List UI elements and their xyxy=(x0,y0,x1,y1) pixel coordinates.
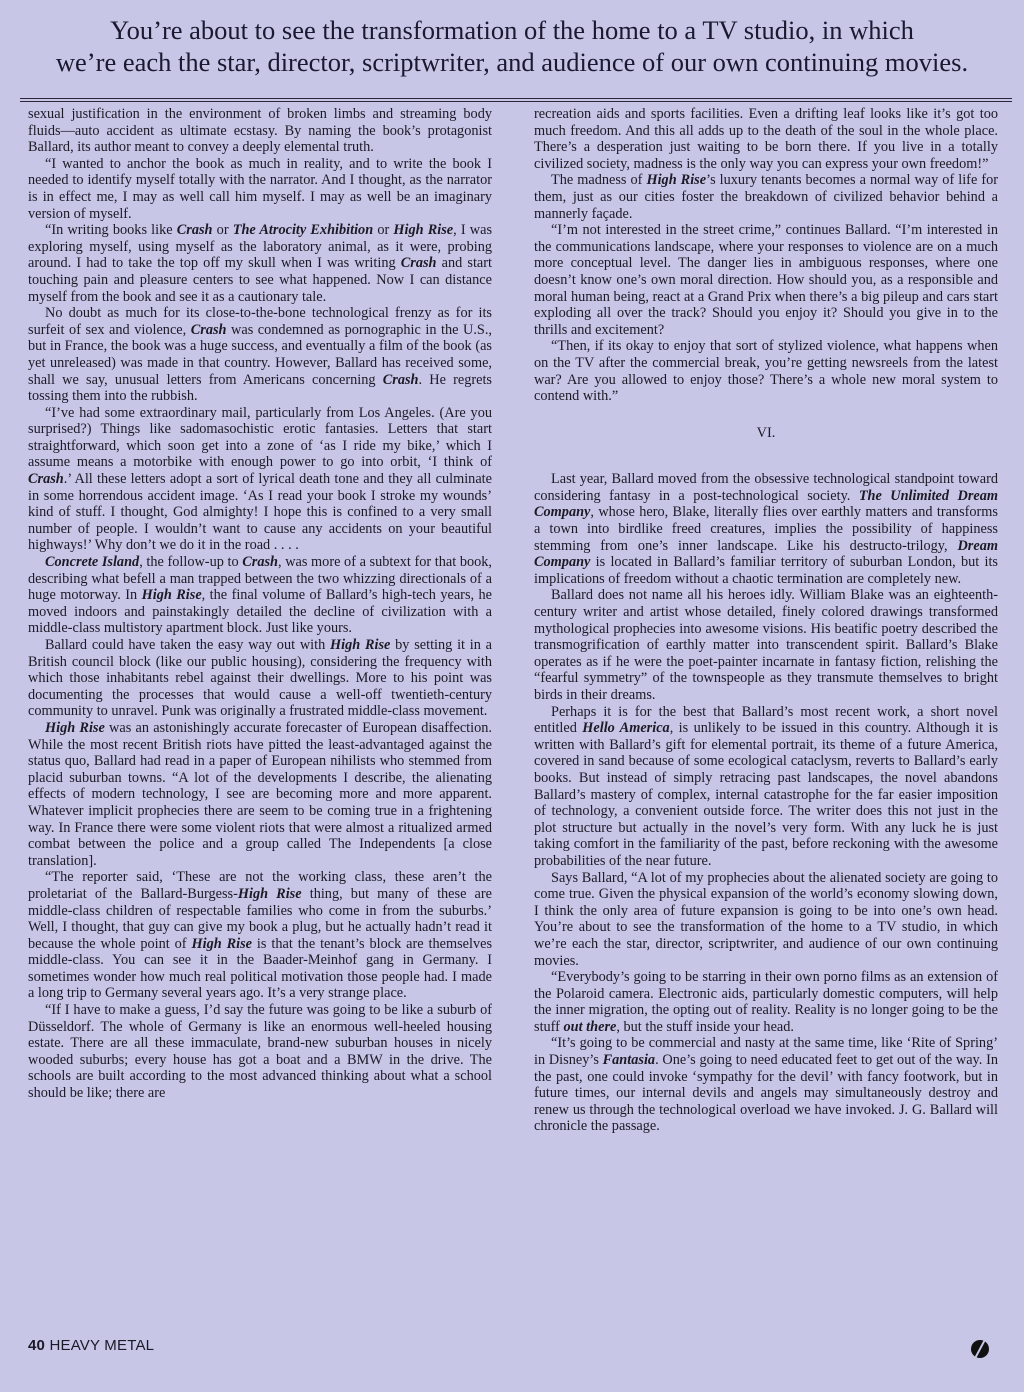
italic-title: Crash xyxy=(400,255,437,272)
italic-title: Hello America xyxy=(582,720,670,737)
text-run: ’s luxury tenants becomes a normal way of life for them, just as our cities foster the breakdown of civilized behavior behind a mannerly façade. xyxy=(534,172,998,222)
paragraph xyxy=(534,969,998,1035)
text-run: was condemned as pornographic in the U.S., but in France, the book was a huge success, and eventually a film of the book (as yet unreleased) was made in that country. However, Ballard has received some, shall we say, unusual letters from Americans concerning xyxy=(28,321,492,388)
paragraph xyxy=(534,1035,998,1135)
italic-title: Crash xyxy=(176,222,213,239)
italic-title: Dream Company xyxy=(534,537,998,571)
text-run: thing, but many of these are middle-class children of respectable families who come in from the suburbs.’ Well, I thought, that guy can give my book a plug, but he actually hadn’t read it because the whole point of xyxy=(28,885,492,952)
text-run: and start touching pain and pleasure centers to see what happened. Now I can distance myself from the book and see it as a cautionary tale. xyxy=(28,255,492,305)
end-of-article-mark-icon xyxy=(971,1340,989,1358)
text-run: or xyxy=(212,222,233,239)
italic-title: The Unlimited Dream Company xyxy=(534,487,998,521)
paragraph xyxy=(534,471,998,587)
text-run: is located in Ballard’s familiar territory of suburban London, but its implications of freedom without a chaotic termination are completely new. xyxy=(534,554,998,587)
text-run: . He regrets tossing them into the rubbish. xyxy=(28,371,492,405)
paragraph xyxy=(534,106,998,172)
italic-title: High Rise xyxy=(393,222,454,239)
text-run: “I wanted to anchor the book as much in reality, and to write the book I needed to identify myself totally with the narrator. And I thought, as the narrator is in effect me, I may as well call him myself. I may as well be an imaginary version of myself. xyxy=(28,155,492,222)
text-run: , I was exploring myself, using myself as the laboratory animal, as it were, probing around. I had to take the top off my skull when I was writing xyxy=(28,222,492,272)
italic-title: Crash xyxy=(382,371,419,388)
pull-quote xyxy=(0,14,1024,78)
text-run: .’ All these letters adopt a sort of lyrical death tone and they all culminate in some horrendous accident image. ‘As I read your book I stroke my wounds’ kind of stuff. I thought, God almighty! I hope this is confined to a very small number of people. I wouldn’t want to cause any accidents on your beautiful highways!’ Why don’t we do it in the road . . . . xyxy=(28,471,492,554)
text-run: , is unlikely to be issued in this country. Although it is written with Ballard’s gift for elemental portrait, its theme of a future America, covered in sand because of some ecological cataclysm, reverts to Ballard’s early books. But instead of simply retracing past landscapes, the novel abandons Ballard’s mastery of complex, internal catastrophe for the far easier imposition of technology, a convenient outside force. The writer does this not just in the plot structure but actually in the novel’s very form. With any luck he is just taking comfort in the familiarity of the past, before reckoning with the awesome probabilities of the near future. xyxy=(534,720,998,869)
paragraph xyxy=(28,720,492,869)
paragraph xyxy=(534,172,998,222)
pull-quote-rule xyxy=(20,98,1012,99)
text-run: Ballard could have taken the easy way out with xyxy=(45,637,330,653)
paragraph xyxy=(534,704,998,870)
paragraph xyxy=(28,405,492,554)
section-number: VI. xyxy=(756,424,776,441)
italic-title: Fantasia xyxy=(602,1052,656,1069)
text-run: , the final volume of Ballard’s high-tech years, he moved indoors and painstakingly detailed the decline of civilization with a middle-class multistory apartment block. Just like yours. xyxy=(28,587,492,637)
text-run: was an astonishingly accurate forecaster of European disaffection. While the most recent British riots have pitted the least-advantaged against the status quo, Ballard had read in a paper of European nihilists who stemmed from placid suburban towns. “A lot of the developments I describe, the alienating effects of modern technology, I see are becoming more and more apparent. Whatever implicit prophecies there are seem to be coming true in a frightening way. In France there were some violent riots that were almost a ritualized armed combat between the police and a group called The Independents [a close translation]. xyxy=(28,719,492,869)
text-run: “The reporter said, ‘These are not the working class, these aren’t the proletariat of the Ballard-Burgess- xyxy=(28,869,492,902)
italic-title: Crash xyxy=(190,321,227,338)
italic-title: High Rise xyxy=(45,719,105,736)
text-run: , whose hero, Blake, literally flies over earthly matters and transforms a town into birdlike freed creatures, implies the possibility of happiness stemming from one’s inner landscape. Like his destructo-trilogy, xyxy=(534,504,998,554)
paragraph xyxy=(534,587,998,703)
text-run: by setting it in a British council block (like our public housing), considering the frequency with which those inhabitants rebel against their dwellings. More to his point was documenting the processes that would cause a well-off twentieth-century community to unravel. Punk was originally a frustrated middle-class movement. xyxy=(28,637,492,720)
italic-title: Concrete Island xyxy=(45,554,140,571)
text-run: “In writing books like xyxy=(45,222,177,239)
text-run: “Then, if its okay to enjoy that sort of stylized violence, what happens when on the TV after the commercial break, you’re getting newsreels from the latest war? Are you allowed to enjoy those? There’s a whole new moral system to contend with.” xyxy=(534,338,998,405)
italic-title: Crash xyxy=(242,554,278,571)
text-run: , the follow-up to xyxy=(139,554,243,571)
text-run: “I’ve had some extraordinary mail, particularly from Los Angeles. (Are you surprised?) Things like sadomasochistic erotic fantasies. Letters that start straightforward, which soon get into a zone of ‘as I ride my bike,’ which I assume means a motorbike with enough power to go into orbit, ‘I think of xyxy=(28,404,492,471)
text-run: “I’m not interested in the street crime,” continues Ballard. “I’m interested in the communications landscape, where your responses to violence are on a much more conceptual level. The danger lies in ambiguous responses, where one doesn’t know one’s own moral direction. How should you, as a responsible and moral human being, react at a Grand Prix when there’s a big pileup and cars start exploding all over the track? Should you enjoy it? Should you give in to the thrills and excitement? xyxy=(534,222,998,338)
italic-title: High Rise xyxy=(330,637,391,653)
text-run: “Everybody’s going to be starring in their own porno films as an extension of the Polaroid camera. Electronic aids, particularly domestic computers, will help the inner migration, the opting out of reality. Reality is no longer going to be the stuff xyxy=(534,969,998,1035)
italic-title: High Rise xyxy=(191,935,253,952)
paragraph xyxy=(534,222,998,338)
text-run: Ballard does not name all his heroes idly. William Blake was an eighteenth-century writer and artist whose detailed, finely colored drawings transformed mythological prophecies into awesome visions. His beatific poetry described the transmogrification of earthly matter into transcendent spirit. Ballard’s Blake operates as if he were the poet-painter incarnate in fantasy fiction, relishing the “fearful symmetry” of the townspeople as they transmute themselves to bright birds in their dreams. xyxy=(534,587,998,703)
text-run: Perhaps it is for the best that Ballard’s most recent work, a short novel entitled xyxy=(534,703,998,737)
text-run: , was more of a subtext for that book, describing what befell a man trapped between the two whizzing directionals of a huge motorway. In xyxy=(28,554,492,604)
text-run: Last year, Ballard moved from the obsessive technological standpoint toward considering fantasy in a post-technological society. xyxy=(534,471,998,504)
italic-title: High Rise xyxy=(237,885,302,902)
text-run: . One’s going to need educated feet to get out of the way. In the past, one could invoke ‘sympathy for the devil’ with fancy footwork, but in future times, our internal devils and angels may simultaneously destroy and renew us through the technological overload we have invoked. J. G. Ballard will chronicle the passage. xyxy=(534,1052,998,1135)
text-run: Says Ballard, “A lot of my prophecies about the alienated society are going to come true. Given the physical expansion of the world’s economy slowing down, I think the only area of future expansion is going to be into one’s own head. You’re about to see the transformation of the home to a TV studio, in which we’re each the star, director, scriptwriter, and audience of our own continuing movies. xyxy=(534,869,998,969)
text-run: “If I have to make a guess, I’d say the future was going to be like a suburb of Düsseldorf. The whole of Germany is like an enormous well-heeled housing estate. There are all these immaculate, brand-new suburban houses in nicely wooded suburbs; every house has got a boat and a BMW in the drive. The schools are built according to the most advanced thinking about what a school should be like; there are xyxy=(28,1002,492,1102)
left-column xyxy=(28,106,492,1336)
right-column xyxy=(534,106,998,1336)
paragraph xyxy=(28,305,492,405)
paragraph xyxy=(28,554,492,637)
pull-quote-line-2: we’re each the star, director, scriptwriter, and audience of our own continuing movies. xyxy=(55,47,969,77)
text-run: or xyxy=(373,222,394,239)
right-column-top xyxy=(534,106,998,405)
text-run: No doubt as much for its close-to-the-bone technological frenzy as for its surfeit of sex and violence, xyxy=(28,305,492,338)
text-run: recreation aids and sports facilities. Even a drifting leaf looks like it’s got too much freedom. And this all adds up to the death of the soul in the whole place. There’s a desperation just waiting to be born there. If you live in a totally civilized society, madness is the only way you can express your own freedom!” xyxy=(534,106,998,172)
paragraph xyxy=(28,222,492,305)
text-run: The madness of xyxy=(551,172,647,189)
page-number: 40 xyxy=(28,1337,46,1354)
paragraph xyxy=(28,869,492,1002)
paragraph xyxy=(28,106,492,156)
italic-title: High Rise xyxy=(646,172,707,189)
paragraph xyxy=(534,870,998,970)
italic-title: Crash xyxy=(28,471,64,488)
text-run: “It’s going to be commercial and nasty at the same time, like ‘Rite of Spring’ in Disney’s xyxy=(534,1035,998,1069)
italic-title: High Rise xyxy=(141,587,202,604)
right-column-bottom xyxy=(534,471,998,1135)
paragraph xyxy=(28,637,492,720)
paragraph xyxy=(28,1002,492,1102)
pull-quote-rule-thin xyxy=(20,101,1012,102)
paragraph xyxy=(28,156,492,222)
italic-title: The Atrocity Exhibition xyxy=(232,222,374,239)
italic-title: out there xyxy=(563,1018,617,1035)
magazine-name: HEAVY METAL xyxy=(49,1337,155,1354)
page-footer xyxy=(28,1337,154,1354)
paragraph xyxy=(534,338,998,404)
text-run: , but the stuff inside your head. xyxy=(616,1018,794,1035)
text-run: is that the tenant’s block are themselves middle-class. You can see it in the Baader-Meinhof gang in Germany. I sometimes wonder how much real political motivation those people had. I made a long trip to Germany several years ago. It’s a very strange place. xyxy=(28,935,492,1002)
text-run: sexual justification in the environment of broken limbs and streaming body fluids—auto accident as ultimate ecstasy. By naming the book’s protagonist Ballard, its author meant to convey a deeply elemental truth. xyxy=(28,106,492,156)
pull-quote-line-1: You’re about to see the transformation of the home to a TV studio, in which xyxy=(110,15,914,45)
